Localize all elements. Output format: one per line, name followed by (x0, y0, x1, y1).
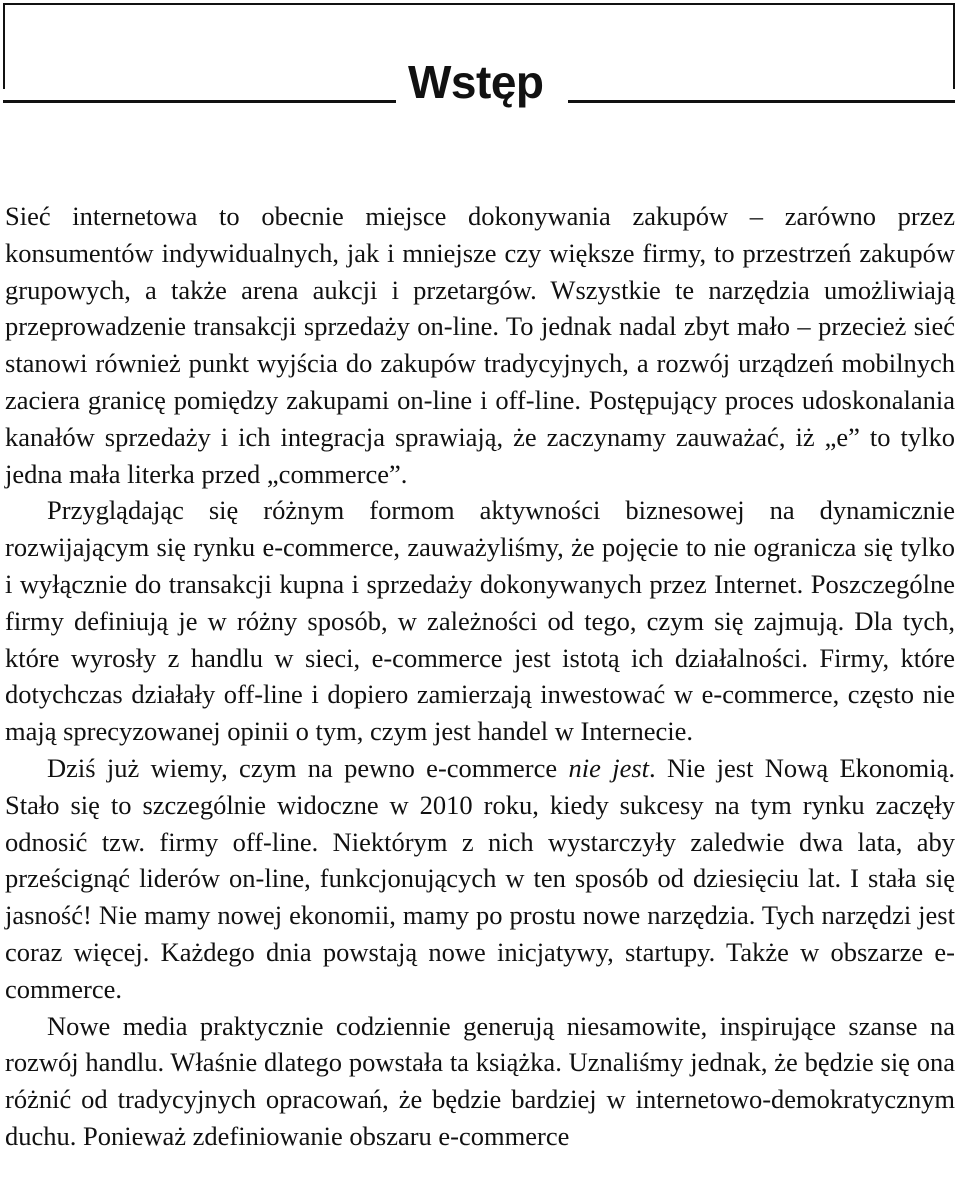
title-rule-left (3, 100, 396, 103)
paragraph-3-emphasis: nie jest (568, 752, 650, 783)
title-rule-right (568, 100, 955, 103)
paragraph-3-lead: Dziś już wiemy, czym na pewno e-commerce (47, 752, 569, 783)
paragraph-3 (5, 750, 955, 1008)
chapter-title-row (3, 56, 955, 116)
paragraph-3-rest: . Nie jest Nową Ekonomią. Stało się to szczególnie widoczne w 2010 roku, kiedy sukcesy na tym rynku zaczęły odnosić tzw. firmy off-line. Niektórym z nich wystarczyły zaledwie dwa lata, aby prześcignąć liderów on-line, funkcjonujących w ten sposób od dziesięciu lat. I stała się jasność! Nie mamy nowej ekonomii, mamy po prostu nowe narzędzia. Tych narzędzi jest coraz więcej. Każdego dnia powstają nowe inicjatywy, startupy. Także w obszarze e-commerce. (5, 752, 955, 1004)
paragraph-2: Przyglądając się różnym formom aktywności biznesowej na dynamicznie rozwijającym się rynku e-commerce, zauważyliśmy, że pojęcie to nie ogranicza się tylko i wyłącznie do transakcji kupna i sprzedaży dokonywanych przez Internet. Poszczególne firmy definiują je w różny sposób, w zależności od tego, czym się zajmują. Dla tych, które wyrosły z handlu w sieci, e-commerce jest istotą ich działalności. Firmy, które dotychczas działały off-line i dopiero zamierzają inwestować w e-commerce, często nie mają sprecyzowanej opinii o tym, czym jest handel w Internecie. (5, 495, 955, 747)
chapter-body (5, 198, 955, 1155)
paragraph-1: Sieć internetowa to obecnie miejsce dokonywania zakupów – zarówno przez konsumentów indywidualnych, jak i mniejsze czy większe firmy, to przestrzeń zakupów grupowych, a także arena aukcji i przetargów. Wszystkie te narzędzia umożliwiają przeprowadzenie transakcji sprzedaży on-line. To jednak nadal zbyt mało – przecież sieć stanowi również punkt wyjścia do zakupów tradycyjnych, a rozwój urządzeń mobilnych zaciera granicę pomiędzy zakupami on-line i off-line. Postępujący proces udoskonalania kanałów sprzedaży i ich integracja sprawiają, że zaczynamy zauważać, iż „e” to tylko jedna mała literka przed „commerce”. (5, 201, 955, 489)
chapter-title: Wstęp (408, 56, 544, 108)
paragraph-4: Nowe media praktycznie codziennie generują niesamowite, inspirujące szanse na rozwój handlu. Właśnie dlatego powstała ta książka. Uznaliśmy jednak, że będzie się ona różnić od tradycyjnych opracowań, że będzie bardziej w internetowo-demokratycznym duchu. Ponieważ zdefiniowanie obszaru e-commerce (5, 1010, 955, 1151)
